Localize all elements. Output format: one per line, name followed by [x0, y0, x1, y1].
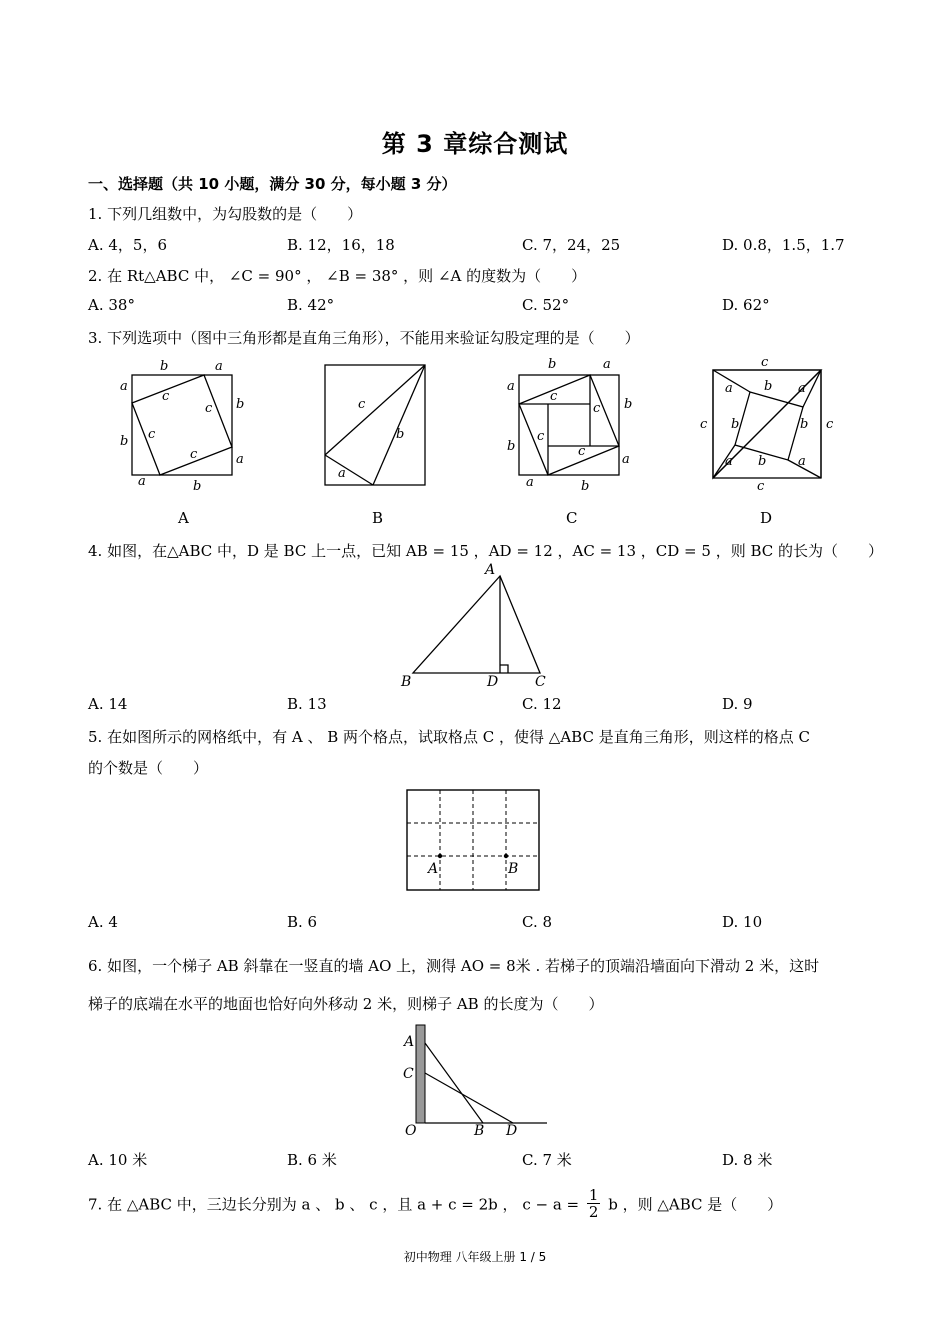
q4-option-c: C. 12 [522, 695, 562, 713]
svg-text:b: b [624, 397, 633, 412]
q2-option-d: D. 62° [722, 296, 770, 314]
q3-label-b: B [372, 509, 384, 527]
svg-text:b: b [764, 379, 773, 394]
fig-c-outer-square [519, 375, 619, 475]
svg-text:c: c [205, 401, 213, 416]
svg-text:A: A [428, 861, 439, 877]
q3-figures [0, 350, 950, 500]
question-3-stem: 3. 下列选项中（图中三角形都是直角三角形），不能用来验证勾股定理的是（ ） [88, 329, 640, 347]
fig-a-outer-square [132, 375, 232, 475]
q1-option-a: A. 4，5，6 [88, 236, 167, 254]
svg-text:b: b [731, 417, 740, 432]
svg-text:D: D [506, 1123, 518, 1139]
svg-text:b: b [160, 359, 169, 374]
wall [416, 1025, 425, 1123]
svg-text:b: b [507, 439, 516, 454]
question-7-stem [88, 1186, 783, 1222]
svg-text:a: a [622, 452, 630, 467]
question-5-stem-line2: 的个数是（ ） [88, 759, 209, 777]
svg-text:b: b [800, 417, 809, 432]
q3-label-d: D [760, 509, 773, 527]
q6-option-d: D. 8 米 [722, 1151, 773, 1169]
q4-option-a: A. 14 [88, 695, 128, 713]
svg-text:b: b [396, 427, 405, 442]
q1-option-b: B. 12，16，18 [287, 236, 395, 254]
svg-text:a: a [236, 452, 244, 467]
svg-text:a: a [603, 357, 611, 372]
q1-option-c: C. 7，24，25 [522, 236, 621, 254]
q5-option-d: D. 10 [722, 913, 763, 931]
q6-option-a: A. 10 米 [88, 1151, 148, 1169]
question-4-stem: 4. 如图，在△ABC 中，D 是 BC 上一点，已知 AB = 15 ，AD = 12 ，AC = 13 ，CD = 5 ，则 BC 的长为（ ） [88, 542, 884, 560]
q5-option-a: A. 4 [88, 913, 118, 931]
q7-fraction [587, 1187, 601, 1220]
fig-d-inner-square [735, 392, 803, 460]
svg-text:c: c [757, 479, 765, 494]
q1-option-d: D. 0.8，1.5，1.7 [722, 236, 845, 254]
question-6-stem-line1: 6. 如图，一个梯子 AB 斜靠在一竖直的墙 AO 上，测得 AO = 8米 . 若梯子的顶端沿墙面向下滑动 2 米，这时 [88, 957, 820, 975]
svg-text:c: c [761, 355, 769, 370]
svg-text:a: a [526, 475, 534, 490]
svg-text:B: B [474, 1123, 485, 1139]
question-1-stem: 1. 下列几组数中，为勾股数的是（ ） [88, 205, 363, 223]
q2-option-b: B. 42° [287, 296, 335, 314]
q5-option-b: B. 6 [287, 913, 318, 931]
q6-option-c: C. 7 米 [522, 1151, 572, 1169]
q6-option-b: B. 6 米 [287, 1151, 337, 1169]
question-2-stem: 2. 在 Rt△ABC 中， ∠C = 90° ， ∠B = 38° ，则 ∠A 的度数为（ ） [88, 267, 587, 285]
svg-text:c: c [190, 447, 198, 462]
svg-text:c: c [826, 417, 834, 432]
svg-text:c: c [537, 429, 545, 444]
svg-text:a: a [338, 466, 346, 481]
q2-option-c: C. 52° [522, 296, 570, 314]
svg-text:D: D [487, 674, 499, 690]
svg-text:b: b [758, 454, 767, 469]
q7-frac-num: 1 [588, 1186, 599, 1204]
svg-text:a: a [507, 379, 515, 394]
q2-option-a: A. 38° [88, 296, 135, 314]
section-heading: 一、选择题（共 10 小题，满分 30 分，每小题 3 分） [88, 175, 457, 193]
page-footer: 初中物理 八年级上册 1 / 5 [403, 1250, 547, 1264]
svg-text:c: c [593, 401, 601, 416]
svg-text:b: b [548, 357, 557, 372]
point-b [504, 854, 508, 858]
svg-text:A: A [485, 562, 496, 578]
svg-text:a: a [120, 379, 128, 394]
svg-text:c: c [148, 427, 156, 442]
q5-grid-figure [400, 784, 550, 896]
q5-option-c: C. 8 [522, 913, 553, 931]
svg-text:b: b [236, 397, 245, 412]
q7-stem-pre: 7. 在 △ABC 中，三边长分别为 a 、 b 、 c ，且 a + c = 2b ， c − a = [88, 1195, 580, 1214]
svg-text:a: a [725, 381, 733, 396]
svg-text:c: c [578, 444, 586, 459]
point-a [438, 854, 442, 858]
svg-text:a: a [725, 454, 733, 469]
svg-text:b: b [193, 479, 202, 494]
svg-text:O: O [405, 1123, 417, 1139]
svg-text:b: b [120, 434, 129, 449]
svg-text:a: a [138, 474, 146, 489]
q7-frac-den: 2 [588, 1203, 599, 1221]
q3-label-c: C [566, 509, 578, 527]
svg-text:c: c [700, 417, 708, 432]
q6-ladder-figure [395, 1018, 555, 1140]
q4-option-b: B. 13 [287, 695, 327, 713]
svg-text:B: B [401, 674, 412, 690]
svg-text:C: C [535, 674, 546, 690]
fig-c-tilted-square [519, 375, 619, 475]
fig-a-inner-square [132, 375, 232, 475]
q4-option-d: D. 9 [722, 695, 753, 713]
svg-text:a: a [798, 381, 806, 396]
q3-label-a: A [178, 509, 189, 527]
question-5-stem-line1: 5. 在如图所示的网格纸中，有 A 、 B 两个格点，试取格点 C ，使得 △ABC 是直角三角形，则这样的格点 C [88, 728, 810, 746]
svg-text:c: c [358, 397, 366, 412]
question-6-stem-line2: 梯子的底端在水平的地面也恰好向外移动 2 米，则梯子 AB 的长度为（ ） [88, 995, 604, 1013]
svg-text:a: a [215, 359, 223, 374]
svg-text:c: c [550, 389, 558, 404]
svg-text:A: A [404, 1034, 415, 1050]
page-title: 第 3 章综合测试 [381, 130, 569, 158]
q4-triangle-figure [395, 560, 565, 690]
svg-text:b: b [581, 479, 590, 494]
svg-text:a: a [798, 454, 806, 469]
svg-text:B: B [508, 861, 519, 877]
q7-stem-post: b ，则 △ABC 是（ ） [608, 1195, 783, 1214]
svg-text:C: C [403, 1066, 414, 1082]
svg-text:c: c [162, 389, 170, 404]
